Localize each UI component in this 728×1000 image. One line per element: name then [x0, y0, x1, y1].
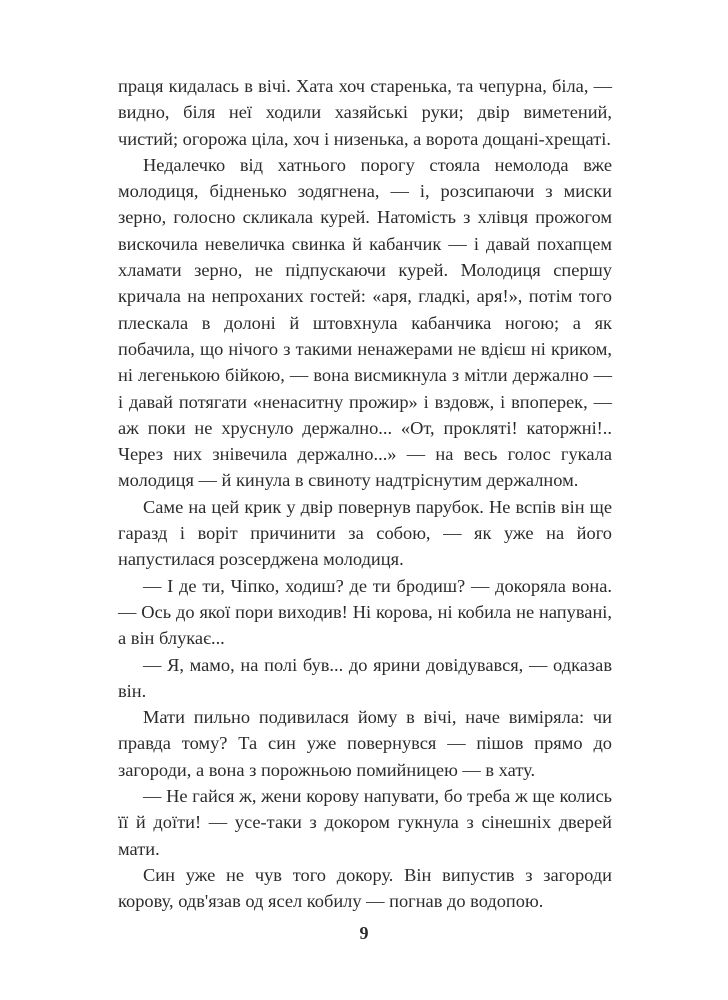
paragraph-7: — Не гайся ж, жени корову напувати, бо треба ж ще колись її й доїти! — усе-таки з докором гукнула з сінешніх дверей мати.: [118, 786, 612, 859]
paragraph-4: — І де ти, Чіпко, ходиш? де ти бродиш? — докоряла вона. — Ось до якої пори виходив! Ні корова, ні кобила не напувані, а він блукає...: [118, 575, 612, 649]
page-body: [118, 73, 612, 915]
paragraph-5: — Я, мамо, на полі був... до ярини довідувався, — одказав він.: [118, 654, 612, 701]
paragraph-8: Син уже не чув того докору. Він випустив з загороди корову, одв'язав од ясел кобилу — погнав до водопою.: [118, 864, 612, 912]
paragraph-1: праця кидалась в вічі. Хата хоч старенька, та чепурна, біла, — видно, біля неї ходили хазяйські руки; двір виметений, чистий; огорожа ціла, хоч і низенька, а ворота дощані-хрещаті.: [118, 76, 612, 149]
paragraph-6: Мати пильно подивилася йому в вічі, наче виміряла: чи правда тому? Та син уже повернувся — пішов прямо до загороди, а вона з порожньою помийницею — в хату.: [118, 707, 612, 780]
paragraph-2: Недалечко від хатнього порогу стояла немолода вже молодиця, бідненько зодягнена, — і, розсипаючи з миски зерно, голосно скликала курей. Натомість з хлівця прожогом вискочила невеличка свинка й кабанчик — і давай похапцем хламати зерно, не підпускаючи курей. Молодиця спершу кричала на непроханих гостей: «аря, гладкі, аря!», потім того плескала в долоні й штовхнула кабанчика ногою; а як побачила, що нічого з такими ненажерами не вдієш ні криком, ні легенькою бійкою, — вона висмикнула з мітли держално — і давай потягати «ненаситну прожир» і вздовж, і впоперек, — аж поки не хруснуло держално... «От, прокляті! каторжні!.. Через них знівечила держално...» — на весь голос гукала молодиця — й кинула в свиноту надтріснутим держалном.: [118, 154, 612, 491]
paragraph-3: Саме на цей крик у двір повернув парубок. Не вспів він ще гаразд і воріт причинити за собою, — як уже на його напустилася розсерджена молодиця.: [118, 496, 612, 570]
page-number: 9: [359, 923, 369, 943]
